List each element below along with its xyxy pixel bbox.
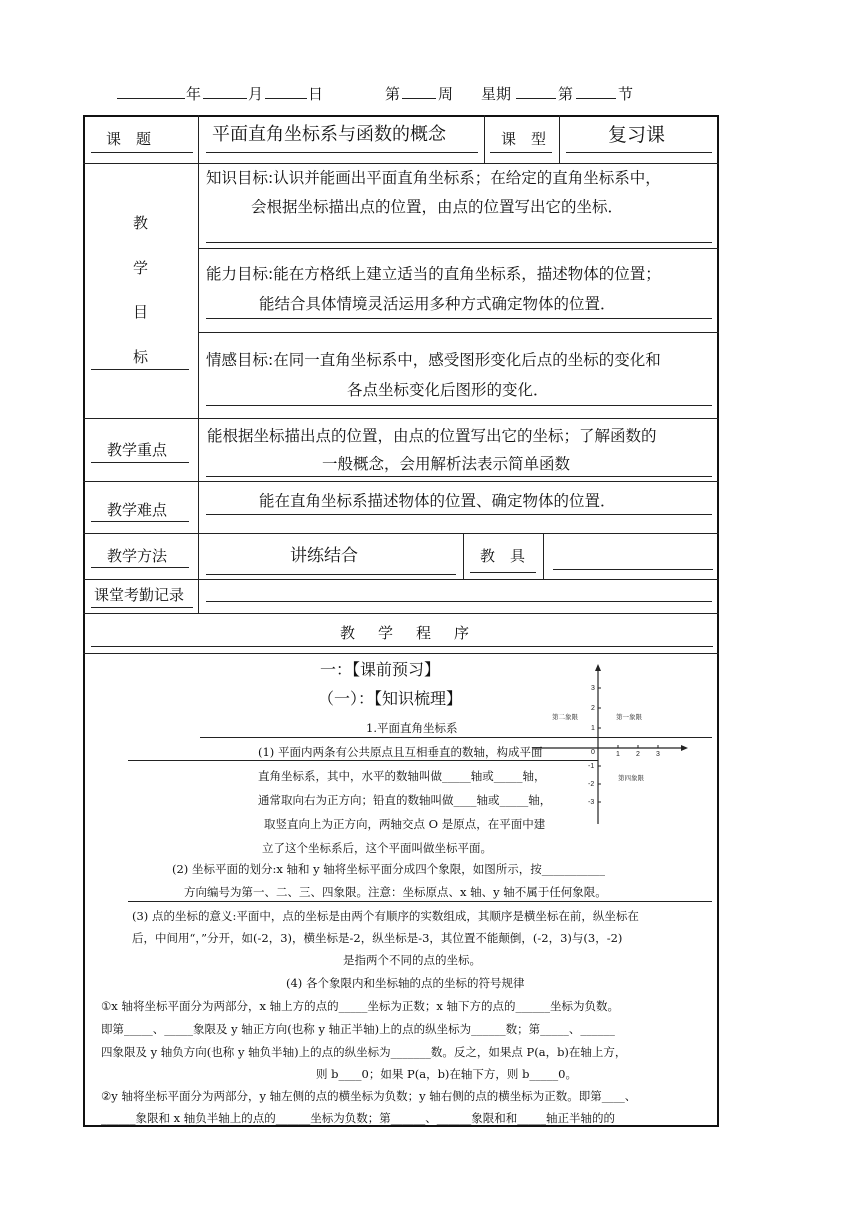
- underline: [206, 514, 712, 515]
- goal-ability-line2: 能结合具体情境灵活运用多种方式确定物体的位置．: [259, 295, 616, 313]
- goal-knowledge-line1: 知识目标:认识并能画出平面直角坐标系；在给定的直角坐标系中，: [206, 169, 661, 187]
- goal-emotion-line2: 各点坐标变化后图形的变化．: [347, 381, 549, 399]
- item1-line5: 立了这个坐标系后，这个平面叫做坐标平面。: [262, 841, 492, 855]
- underline: [128, 760, 598, 761]
- y-tick-neg1: -1: [588, 763, 595, 770]
- item2-line1: (2) 坐标平面的划分:x 轴和 y 轴将坐标平面分成四个象限，如图所示，按___________: [172, 862, 606, 876]
- y-tick-3: 3: [591, 685, 595, 692]
- underline: [91, 152, 193, 153]
- month-label: 月: [248, 85, 264, 103]
- section-knowledge-heading: （一）：【知识梳理】: [318, 689, 463, 708]
- item3-line1: (3) 点的坐标的意义:平面中，点的坐标是由两个有顺序的实数组成，其顺序是横坐标在前，纵坐标在: [132, 909, 639, 923]
- goal-knowledge-line2: 会根据坐标描出点的位置，由点的位置写出它的坐标．: [251, 198, 624, 216]
- item4-line5: ②y 轴将坐标平面分为两部分，y 轴左侧的点的横坐标为负数；y 轴右侧的点的横坐标为正数。即第____、: [101, 1089, 637, 1103]
- week-prefix: 第: [385, 85, 401, 103]
- goal-ability-line1: 能力目标:能在方格纸上建立适当的直角坐标系，描述物体的位置；: [206, 265, 661, 283]
- underline: [206, 242, 712, 243]
- item4-line6: ______象限和 x 轴负半轴上的点的______坐标为负数；第______、______象限和和_____轴正半轴的的: [101, 1111, 616, 1125]
- period-blank[interactable]: [576, 98, 616, 99]
- row-divider: [83, 533, 719, 534]
- underline: [206, 405, 712, 406]
- weekday-blank[interactable]: [516, 98, 556, 99]
- key-line1: 能根据坐标描出点的位置，由点的位置写出它的坐标；了解函数的: [207, 427, 657, 445]
- row-divider: [83, 418, 719, 419]
- underline: [553, 569, 713, 570]
- item3-line2: 后，中间用“，”分开，如(-2，3)，横坐标是-2，纵坐标是-3，其位置不能颠倒，(-2，3)与(3，-2): [132, 931, 623, 945]
- item1-title: 1.平面直角坐标系: [366, 721, 458, 735]
- key-label: 教学重点: [107, 441, 168, 459]
- col-divider: [543, 533, 544, 579]
- period-suffix: 节: [618, 85, 634, 103]
- month-blank[interactable]: [203, 98, 247, 99]
- col-divider: [484, 115, 485, 163]
- method-value: 讲练结合: [290, 546, 358, 566]
- col-divider: [198, 115, 199, 613]
- x-axis-arrow-icon: [681, 745, 688, 751]
- underline: [91, 369, 189, 370]
- coordinate-plane-figure: [530, 664, 690, 826]
- type-label: 课 型: [501, 130, 547, 148]
- week-suffix: 周: [438, 85, 454, 103]
- type-value: 复习课: [608, 124, 666, 146]
- topic-label: 课 题: [106, 130, 152, 148]
- item1-line1: (1) 平面内两条有公共原点且互相垂直的数轴，构成平面: [258, 745, 543, 759]
- row-divider: [83, 163, 719, 164]
- attendance-label: 课堂考勤记录: [94, 586, 185, 604]
- y-axis-arrow-icon: [595, 664, 601, 671]
- col-divider: [463, 533, 464, 579]
- underline: [206, 318, 712, 319]
- y-tick-neg2: -2: [588, 781, 595, 788]
- difficulty-value: 能在直角坐标系描述物体的位置、确定物体的位置．: [259, 492, 616, 510]
- day-label: 日: [308, 85, 324, 103]
- item3-line3: 是指两个不同的点的坐标。: [343, 953, 481, 967]
- underline: [91, 567, 189, 568]
- row-divider: [83, 613, 719, 614]
- method-label: 教学方法: [107, 547, 168, 565]
- underline: [206, 574, 456, 575]
- row-divider: [83, 579, 719, 580]
- item2-line2: 方向编号为第一、二、三、四象限。注意：坐标原点、x 轴、y 轴不属于任何象限。: [184, 885, 607, 899]
- goal-divider: [198, 248, 719, 249]
- goals-label-1: 教: [133, 214, 149, 232]
- week-blank[interactable]: [402, 98, 436, 99]
- y-tick-2: 2: [591, 705, 595, 712]
- difficulty-label: 教学难点: [107, 501, 168, 519]
- underline: [91, 646, 713, 647]
- quadrant-2-label: 第二象限: [552, 714, 578, 721]
- origin-label: 0: [591, 749, 595, 756]
- underline: [566, 152, 712, 153]
- col-divider: [559, 115, 560, 163]
- year-label: 年: [186, 85, 202, 103]
- underline: [128, 901, 712, 902]
- item4-line4: 则 b____0；如果 P(a，b)在轴下方，则 b_____0。: [316, 1067, 578, 1081]
- underline: [206, 601, 712, 602]
- y-tick-1: 1: [591, 725, 595, 732]
- y-tick-neg3: -3: [588, 799, 595, 806]
- row-divider: [83, 481, 719, 482]
- underline: [91, 607, 193, 608]
- goal-divider: [198, 332, 719, 333]
- item4-line3: 四象限及 y 轴负方向(也称 y 轴负半轴)上的点的纵坐标为_______数。反之，如果点 P(a，b)在轴上方，: [101, 1045, 627, 1059]
- x-tick-2: 2: [636, 751, 640, 758]
- item4-title: (4) 各个象限内和坐标轴的点的坐标的符号规律: [286, 976, 525, 990]
- underline: [206, 152, 478, 153]
- key-line2: 一般概念，会用解析法表示简单函数: [322, 455, 571, 473]
- goals-label-4: 标: [133, 348, 149, 366]
- quadrant-4-label: 第四象限: [618, 775, 644, 782]
- item1-line4: 取竖直向上为正方向，两轴交点 O 是原点，在平面中建: [264, 817, 546, 831]
- day-blank[interactable]: [265, 98, 307, 99]
- item1-line3: 通常取向右为正方向；铅直的数轴叫做____轴或_____轴，: [258, 793, 552, 807]
- tools-label: 教 具: [480, 547, 526, 565]
- underline: [470, 572, 536, 573]
- underline: [91, 462, 189, 463]
- year-blank[interactable]: [117, 98, 185, 99]
- procedure-label: 教 学 程 序: [340, 624, 474, 642]
- item1-line2: 直角坐标系，其中，水平的数轴叫做_____轴或_____轴，: [258, 769, 546, 783]
- quadrant-1-label: 第一象限: [616, 714, 642, 721]
- topic-value: 平面直角坐标系与函数的概念: [212, 124, 446, 145]
- item4-line1: ①x 轴将坐标平面分为两部分，x 轴上方的点的_____坐标为正数；x 轴下方的点的______坐标为负数。: [101, 999, 619, 1013]
- item4-line2: 即第_____、_____象限及 y 轴正方向(也称 y 轴正半轴)上的点的纵坐标为______数；第_____、______: [101, 1022, 615, 1036]
- weekday-label: 星期: [481, 85, 512, 103]
- underline: [490, 152, 552, 153]
- goals-label-2: 学: [133, 259, 149, 277]
- goal-emotion-line1: 情感目标:在同一直角坐标系中，感受图形变化后点的坐标的变化和: [206, 351, 661, 369]
- underline: [206, 476, 712, 477]
- section-preview-heading: 一：【课前预习】: [320, 660, 441, 679]
- row-divider: [83, 653, 719, 654]
- x-tick-1: 1: [616, 751, 620, 758]
- goals-label-3: 目: [133, 303, 149, 321]
- underline: [91, 521, 189, 522]
- x-tick-3: 3: [656, 751, 660, 758]
- period-prefix: 第: [558, 85, 574, 103]
